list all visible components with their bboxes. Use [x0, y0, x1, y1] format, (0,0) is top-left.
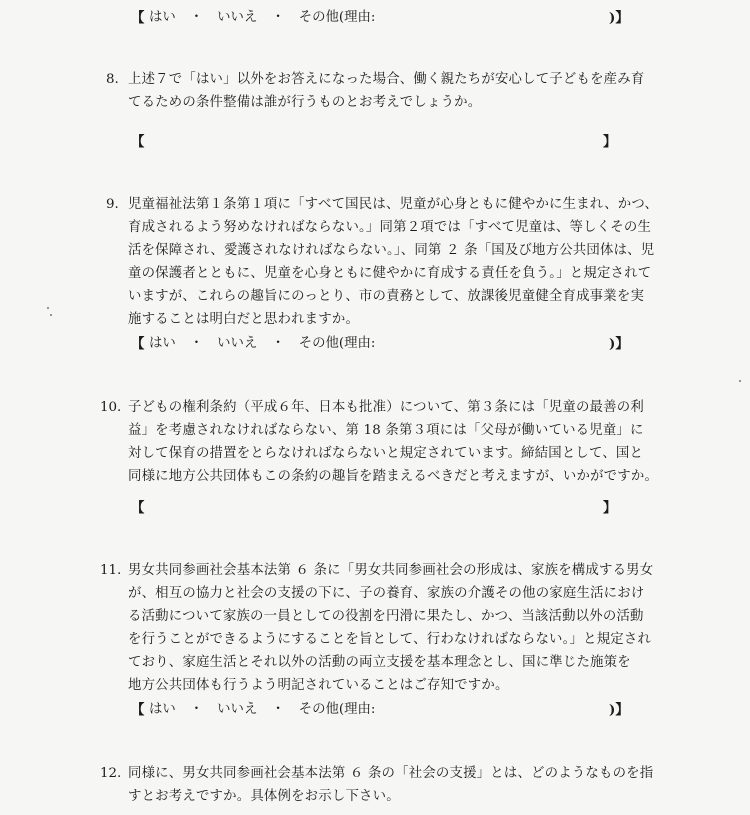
bracket-close: 】 — [603, 500, 617, 516]
question-text-line: 対して保育の措置をとらなければならないと規定されています。締結国として、国と — [128, 446, 644, 461]
answer-choice-q9 — [131, 335, 661, 353]
option-other: その他(理由: — [298, 10, 376, 25]
bracket-close: )】 — [609, 702, 629, 718]
scan-speck — [50, 314, 52, 316]
bracket-close: 】 — [603, 134, 617, 150]
question-text-line: いますが、これらの趣旨にのっとり、市の責務として、放課後児童健全育成事業を実 — [128, 289, 645, 304]
separator: ・ — [189, 702, 204, 717]
bracket-open: 【 — [131, 702, 145, 718]
option-no: いいえ — [217, 702, 258, 717]
question-text-line: てるための条件整備は誰が行うものとお考えでしょうか。 — [128, 95, 482, 110]
question-number: 10. — [100, 400, 122, 415]
bracket-open: 【 — [131, 336, 145, 352]
question-text-line: 童の保護者とともに、児童を心身ともに健やかに育成する責任を負う。」と規定されて — [128, 266, 652, 281]
option-other: その他(理由: — [298, 336, 376, 351]
answer-blank-q10 — [131, 499, 661, 517]
question-text-line: 同様に、男女共同参画社会基本法第 ６ 条の「社会の支援」とは、どのようなものを指 — [128, 766, 654, 781]
question-text-line: 活を保障され、愛護されなければならない。」、同第 ２ 条「国及び地方公共団体は、児 — [128, 243, 655, 258]
question-number: 11. — [100, 563, 122, 578]
question-text-line: を行うことができるようにすることを旨として、行わなければならない。」と規定され — [128, 632, 652, 647]
option-no: いいえ — [217, 10, 258, 25]
question-text-line: が、相互の協力と社会の支援の下に、子の養育、家族の介護その他の家庭生活におけ — [128, 586, 645, 601]
scan-speck — [47, 307, 49, 309]
answer-choice-q7 — [131, 9, 661, 27]
question-text-line: 地方公共団体も行うよう明記されていることはご存知ですか。 — [128, 678, 509, 693]
separator: ・ — [189, 10, 204, 25]
option-no: いいえ — [217, 336, 258, 351]
question-text-line: 上述７で「はい」以外をお答えになった場合、働く親たちが安心して子どもを産み育 — [128, 72, 645, 87]
question-text-line: 育成されるよう努めなければならない。」同第２項では「すべて児童は、等しくその生 — [128, 220, 652, 235]
question-text-line: 男女共同参画社会基本法第 ６ 条に「男女共同参画社会の形成は、家族を構成する男女 — [128, 563, 654, 578]
question-text-line: る活動について家族の一員としての役割を円滑に果たし、かつ、当該活動以外の活動 — [128, 609, 644, 624]
question-number: 9. — [106, 197, 119, 212]
bracket-open: 【 — [131, 10, 145, 26]
question-number: 12. — [100, 766, 122, 781]
question-text-line: 同様に地方公共団体もこの条約の趣旨を踏まえるべきだと考えますが、いかがですか。 — [128, 469, 659, 484]
question-text-line: ており、家庭生活とそれ以外の活動の両立支援を基本理念とし、国に準じた施策を — [128, 655, 631, 670]
question-text-line: すとお考えですか。具体例をお示し下さい。 — [128, 789, 400, 804]
bracket-close: )】 — [609, 336, 629, 352]
option-other: その他(理由: — [298, 702, 376, 717]
question-number: 8. — [106, 72, 119, 87]
separator: ・ — [271, 336, 285, 351]
question-text-line: 施することは明白だと思われますか。 — [128, 312, 360, 327]
question-text-line: 児童福祉法第１条第１項に「すべて国民は、児童が心身ともに健やかに生まれ、かつ、 — [128, 197, 659, 212]
separator: ・ — [189, 336, 204, 351]
option-yes: はい — [149, 10, 176, 25]
bracket-open: 【 — [131, 500, 145, 516]
scan-speck — [739, 380, 741, 382]
question-text-line: 子どもの権利条約（平成６年、日本も批准）について、第３条には「児童の最善の利 — [128, 400, 644, 415]
answer-blank-q8 — [131, 133, 661, 151]
option-yes: はい — [149, 702, 176, 717]
bracket-open: 【 — [131, 134, 145, 150]
option-yes: はい — [149, 336, 176, 351]
separator: ・ — [271, 10, 285, 25]
answer-choice-q11 — [131, 701, 661, 719]
bracket-close: )】 — [609, 10, 629, 26]
question-text-line: 益」を考慮されなければならない、第 18 条第３項には「父母が働いている児童」に — [128, 423, 644, 438]
separator: ・ — [271, 702, 285, 717]
